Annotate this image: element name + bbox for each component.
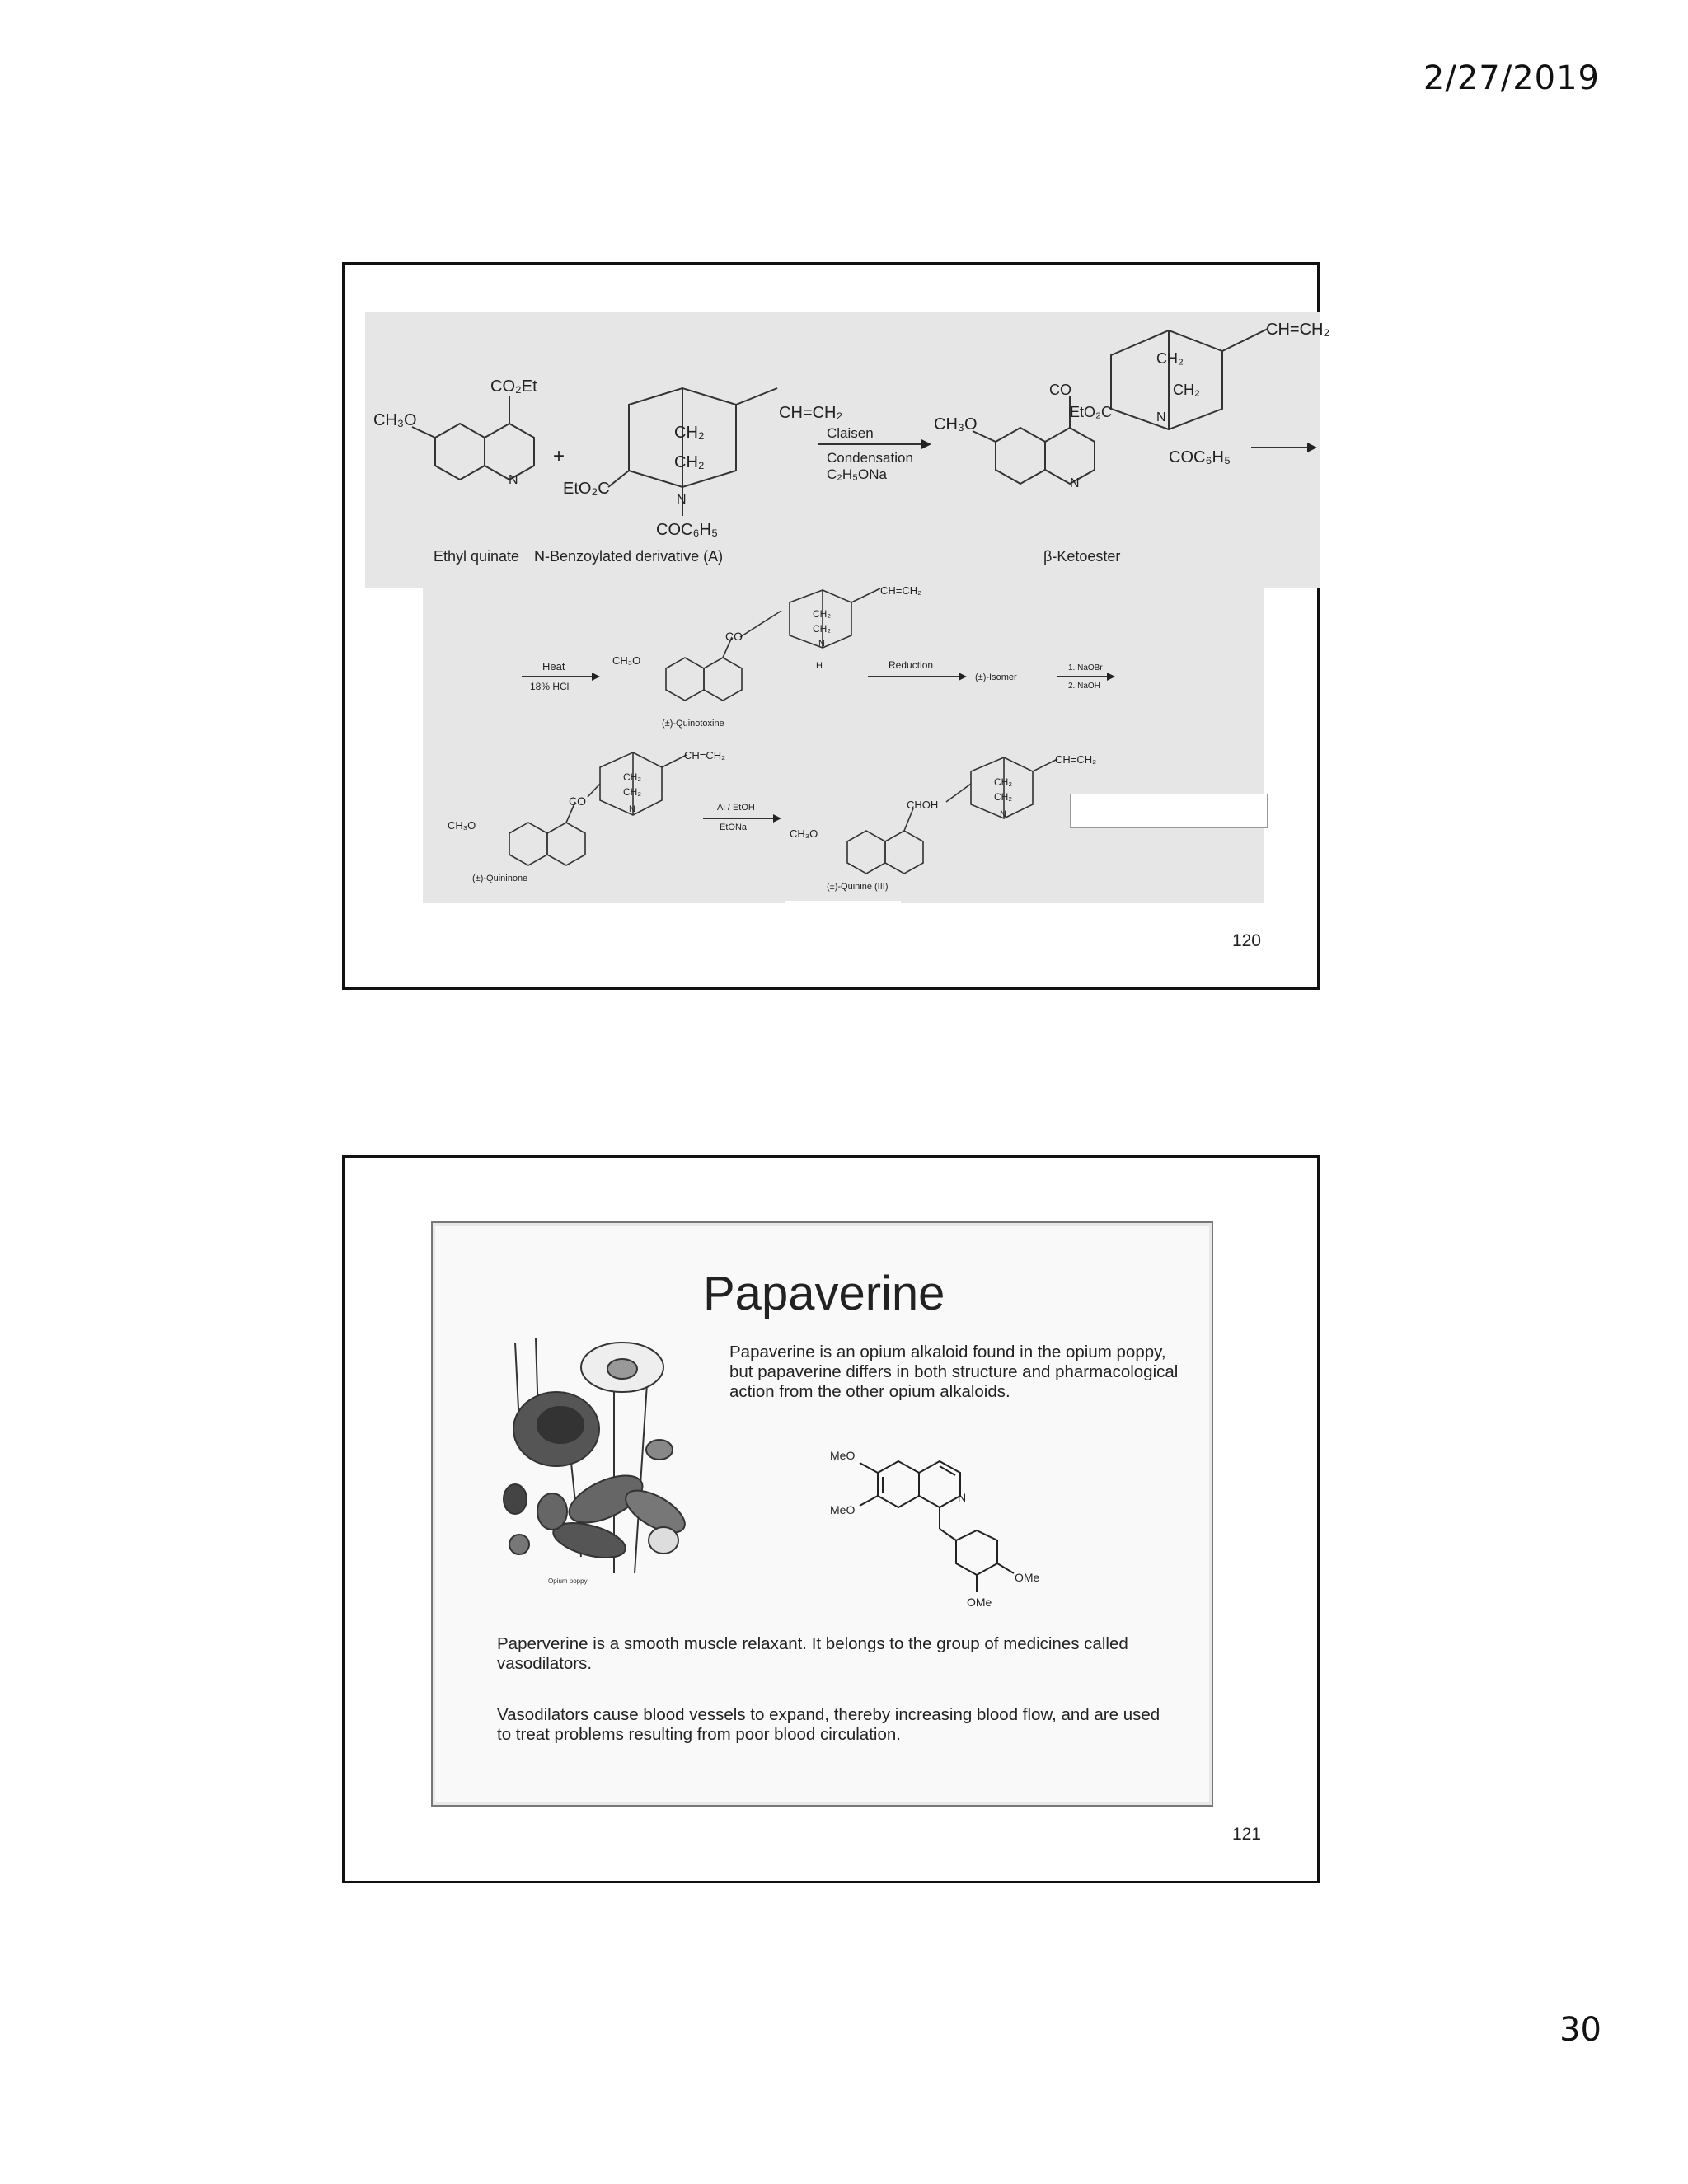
isomer-label: (±)-Isomer (975, 673, 1017, 682)
al-etoh-label: Al / EtOH (717, 803, 755, 813)
c2h5ona-label: C₂H₅ONa (827, 466, 887, 482)
ch2-label-3: CH₂ (1156, 350, 1184, 367)
n-benzoylated-caption: N-Benzoylated derivative (A) (534, 548, 724, 565)
claisen-label: Claisen (827, 425, 874, 441)
ch2-label-9: CH₂ (994, 776, 1012, 788)
quinine-structure (847, 757, 1057, 874)
n-label-5: N (818, 639, 825, 649)
coc6h5-label-1: COC₆H₅ (656, 521, 719, 539)
step2-label: 2. NaOH (1068, 682, 1100, 691)
quinotoxine-structure (666, 588, 880, 701)
quininone-structure (509, 752, 687, 865)
papaverine-structure (820, 1440, 1084, 1629)
quininone-caption: (±)-Quininone (472, 874, 528, 883)
h-label: H (816, 661, 823, 671)
white-caption-box (785, 901, 901, 919)
ome-label-2: OMe (967, 1596, 992, 1609)
ch-ch2-label-3: CH=CH₂ (880, 584, 922, 597)
ch2-label-8: CH₂ (623, 786, 641, 798)
page-number: 30 (1559, 2011, 1601, 2049)
co2et-label: CO₂Et (490, 377, 537, 396)
quinine-caption: (±)-Quinine (III) (827, 882, 889, 892)
vasodilator-text-1: Paperverine is a smooth muscle relaxant. It belongs to the group of medicines called vasodilators. (497, 1634, 1128, 1673)
ch3o-label-3: CH₃O (612, 654, 641, 667)
slide-number: 121 (1231, 1825, 1261, 1844)
page-date: 2/27/2019 (1423, 59, 1600, 97)
plant-caption: Opium poppy (548, 1577, 588, 1585)
n-label-2: N (677, 493, 687, 507)
ch2-label-10: CH₂ (994, 791, 1012, 803)
eto2c-label-1: EtO₂C (563, 480, 610, 498)
ethyl-quinate-caption: Ethyl quinate (434, 548, 520, 565)
ch3o-label-4: CH₃O (448, 819, 476, 832)
meo-label-2: MeO (830, 1503, 856, 1516)
ome-label-1: OMe (1015, 1571, 1040, 1584)
white-label-box (1070, 794, 1268, 828)
ch3o-label-2: CH₃O (934, 415, 978, 434)
plus-sign: + (553, 445, 565, 467)
step1-label: 1. NaOBr (1068, 663, 1103, 673)
ch2-label-2: CH₂ (674, 453, 705, 471)
slide-121 (342, 1155, 1320, 1883)
heat-label: Heat (542, 660, 565, 673)
condensation-label: Condensation (827, 450, 913, 466)
n-label-6: N (629, 804, 635, 814)
slide-120 (342, 262, 1330, 990)
ch2-label-7: CH₂ (623, 771, 641, 783)
ch2-label-1: CH₂ (674, 424, 705, 442)
vasodilator-text-2: Vasodilators cause blood vessels to expand, thereby increasing blood flow, and are used to treat problems resulting from poor blood circulation. (497, 1705, 1160, 1744)
papaverine-description: Papaverine is an opium alkaloid found in the opium poppy, but papaverine differs in both structure and pharmacological action from the other opium alkaloids. (729, 1343, 1179, 1401)
beta-ketoester-caption: β-Ketoester (1043, 548, 1121, 565)
coc6h5-label-2: COC₆H₅ (1169, 448, 1231, 466)
choh-label: CHOH (907, 799, 939, 811)
ch-ch2-label-5: CH=CH₂ (1055, 753, 1097, 766)
ch-ch2-label-4: CH=CH₂ (684, 749, 726, 762)
papaverine-slide-content (431, 1221, 1213, 1807)
n-label-3: N (1070, 476, 1080, 490)
hcl-label: 18% HCl (530, 681, 570, 692)
ethyl-quinate-structure (412, 396, 534, 480)
reduction-label: Reduction (889, 659, 934, 671)
ch2-label-4: CH₂ (1173, 382, 1200, 398)
ch-ch2-label-1: CH=CH₂ (779, 404, 843, 422)
n-label-1: N (509, 473, 518, 487)
meo-label-1: MeO (830, 1449, 856, 1462)
ch3o-label-5: CH₃O (790, 827, 818, 840)
quinotoxine-caption: (±)-Quinotoxine (662, 719, 724, 729)
ch-ch2-label-2: CH=CH₂ (1266, 321, 1330, 339)
ch2-label-6: CH₂ (813, 623, 831, 635)
eto2c-label-2: EtO₂C (1070, 404, 1112, 420)
co-label-2: CO (725, 630, 743, 643)
n-label-7: N (1000, 809, 1006, 819)
ch3o-label-1: CH₃O (373, 411, 417, 429)
etona-label: EtONa (720, 823, 748, 832)
slide-number: 120 (1231, 931, 1261, 950)
co-label-1: CO (1049, 382, 1071, 398)
slide-title: Papaverine (703, 1267, 945, 1320)
opium-poppy-illustration (490, 1334, 713, 1590)
ch2-label-5: CH₂ (813, 608, 831, 620)
n-label-4: N (1156, 410, 1166, 424)
co-label-3: CO (569, 794, 586, 808)
n-label: N (958, 1491, 967, 1504)
n-benzoylated-structure (608, 388, 777, 516)
